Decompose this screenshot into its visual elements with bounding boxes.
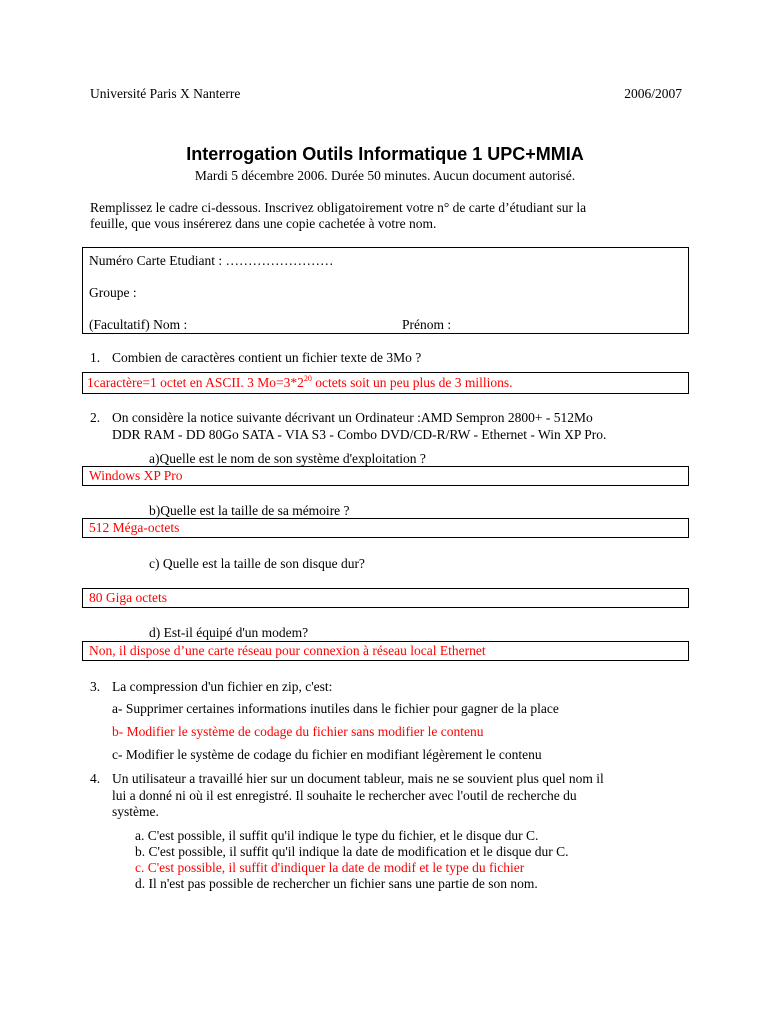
- q2a-question: a)Quelle est le nom de son système d'exploitation ?: [149, 451, 426, 466]
- q3-option-a: a- Supprimer certaines informations inutiles dans le fichier pour gagner de la place: [112, 701, 559, 716]
- card-number-label: Numéro Carte Etudiant : ……………………: [89, 253, 334, 268]
- student-info-box: [82, 247, 689, 334]
- instructions-line-2: feuille, que vous insérerez dans une copie cachetée à votre nom.: [90, 216, 437, 231]
- q2-number: 2.: [90, 410, 101, 425]
- q3-option-c: c- Modifier le système de codage du fichier en modifiant légèrement le contenu: [112, 747, 542, 762]
- q4-option-b: b. C'est possible, il suffit qu'il indique la date de modification et le disque dur C.: [135, 844, 569, 859]
- name-label: (Facultatif) Nom :: [89, 317, 188, 332]
- q2c-answer-box: [82, 588, 689, 608]
- q4-option-c-correct: c. C'est possible, il suffit d'indiquer la date de modif et le type du fichier: [135, 860, 525, 875]
- q2a-answer: Windows XP Pro: [89, 468, 183, 483]
- university-name: Université Paris X Nanterre: [90, 86, 241, 101]
- q2c-question: c) Quelle est la taille de son disque dur?: [149, 556, 365, 571]
- q2b-question: b)Quelle est la taille de sa mémoire ?: [149, 503, 350, 518]
- page-title: Interrogation Outils Informatique 1 UPC+MMIA: [186, 144, 584, 164]
- q2d-answer-box: [82, 641, 689, 661]
- q2d-question: d) Est-il équipé d'un modem?: [149, 625, 309, 640]
- q1-number: 1.: [90, 350, 101, 365]
- q4-text-line-1: Un utilisateur a travaillé hier sur un document tableur, mais ne se souvient plus quel nom il: [112, 771, 604, 786]
- group-label: Groupe :: [89, 285, 137, 300]
- q3-option-b-correct: b- Modifier le système de codage du fichier sans modifier le contenu: [112, 724, 484, 739]
- q3-text: La compression d'un fichier en zip, c'est:: [112, 679, 333, 694]
- q1-text: Combien de caractères contient un fichier texte de 3Mo ?: [112, 350, 422, 365]
- firstname-label: Prénom :: [402, 317, 452, 332]
- q2c-answer: 80 Giga octets: [89, 590, 167, 605]
- q2b-answer: 512 Méga-octets: [89, 520, 180, 535]
- q1-answer-box: [82, 372, 689, 394]
- q2-text-line-1: On considère la notice suivante décrivant un Ordinateur :AMD Sempron 2800+ - 512Mo: [112, 410, 593, 425]
- q4-text-line-2: lui a donné ni où il est enregistré. Il souhaite le rechercher avec l'outil de recherche du: [112, 788, 577, 803]
- q2-text-line-2: DDR RAM - DD 80Go SATA - VIA S3 - Combo DVD/CD-R/RW - Ethernet - Win XP Pro.: [112, 427, 607, 442]
- instructions-line-1: Remplissez le cadre ci-dessous. Inscrivez obligatoirement votre n° de carte d’étudiant sur la: [90, 200, 587, 215]
- q2b-answer-box: [82, 518, 689, 538]
- q4-option-d: d. Il n'est pas possible de rechercher un fichier sans une partie de son nom.: [135, 876, 538, 891]
- exam-subtitle: Mardi 5 décembre 2006. Durée 50 minutes. Aucun document autorisé.: [194, 168, 576, 183]
- q1-answer: 1caractère=1 octet en ASCII. 3 $Mo=3*2^{20}$ octets soit un peu plus de 3 millions.: [87, 374, 513, 390]
- q4-option-a: a. C'est possible, il suffit qu'il indique le type du fichier, et le disque dur C.: [135, 828, 539, 843]
- q2a-answer-box: [82, 466, 689, 486]
- q2d-answer: Non, il dispose d’une carte réseau pour connexion à réseau local Ethernet: [89, 643, 486, 658]
- q3-number: 3.: [90, 679, 101, 694]
- academic-year: 2006/2007: [624, 86, 682, 101]
- q4-text-line-3: système.: [112, 804, 159, 819]
- q4-number: 4.: [90, 771, 101, 786]
